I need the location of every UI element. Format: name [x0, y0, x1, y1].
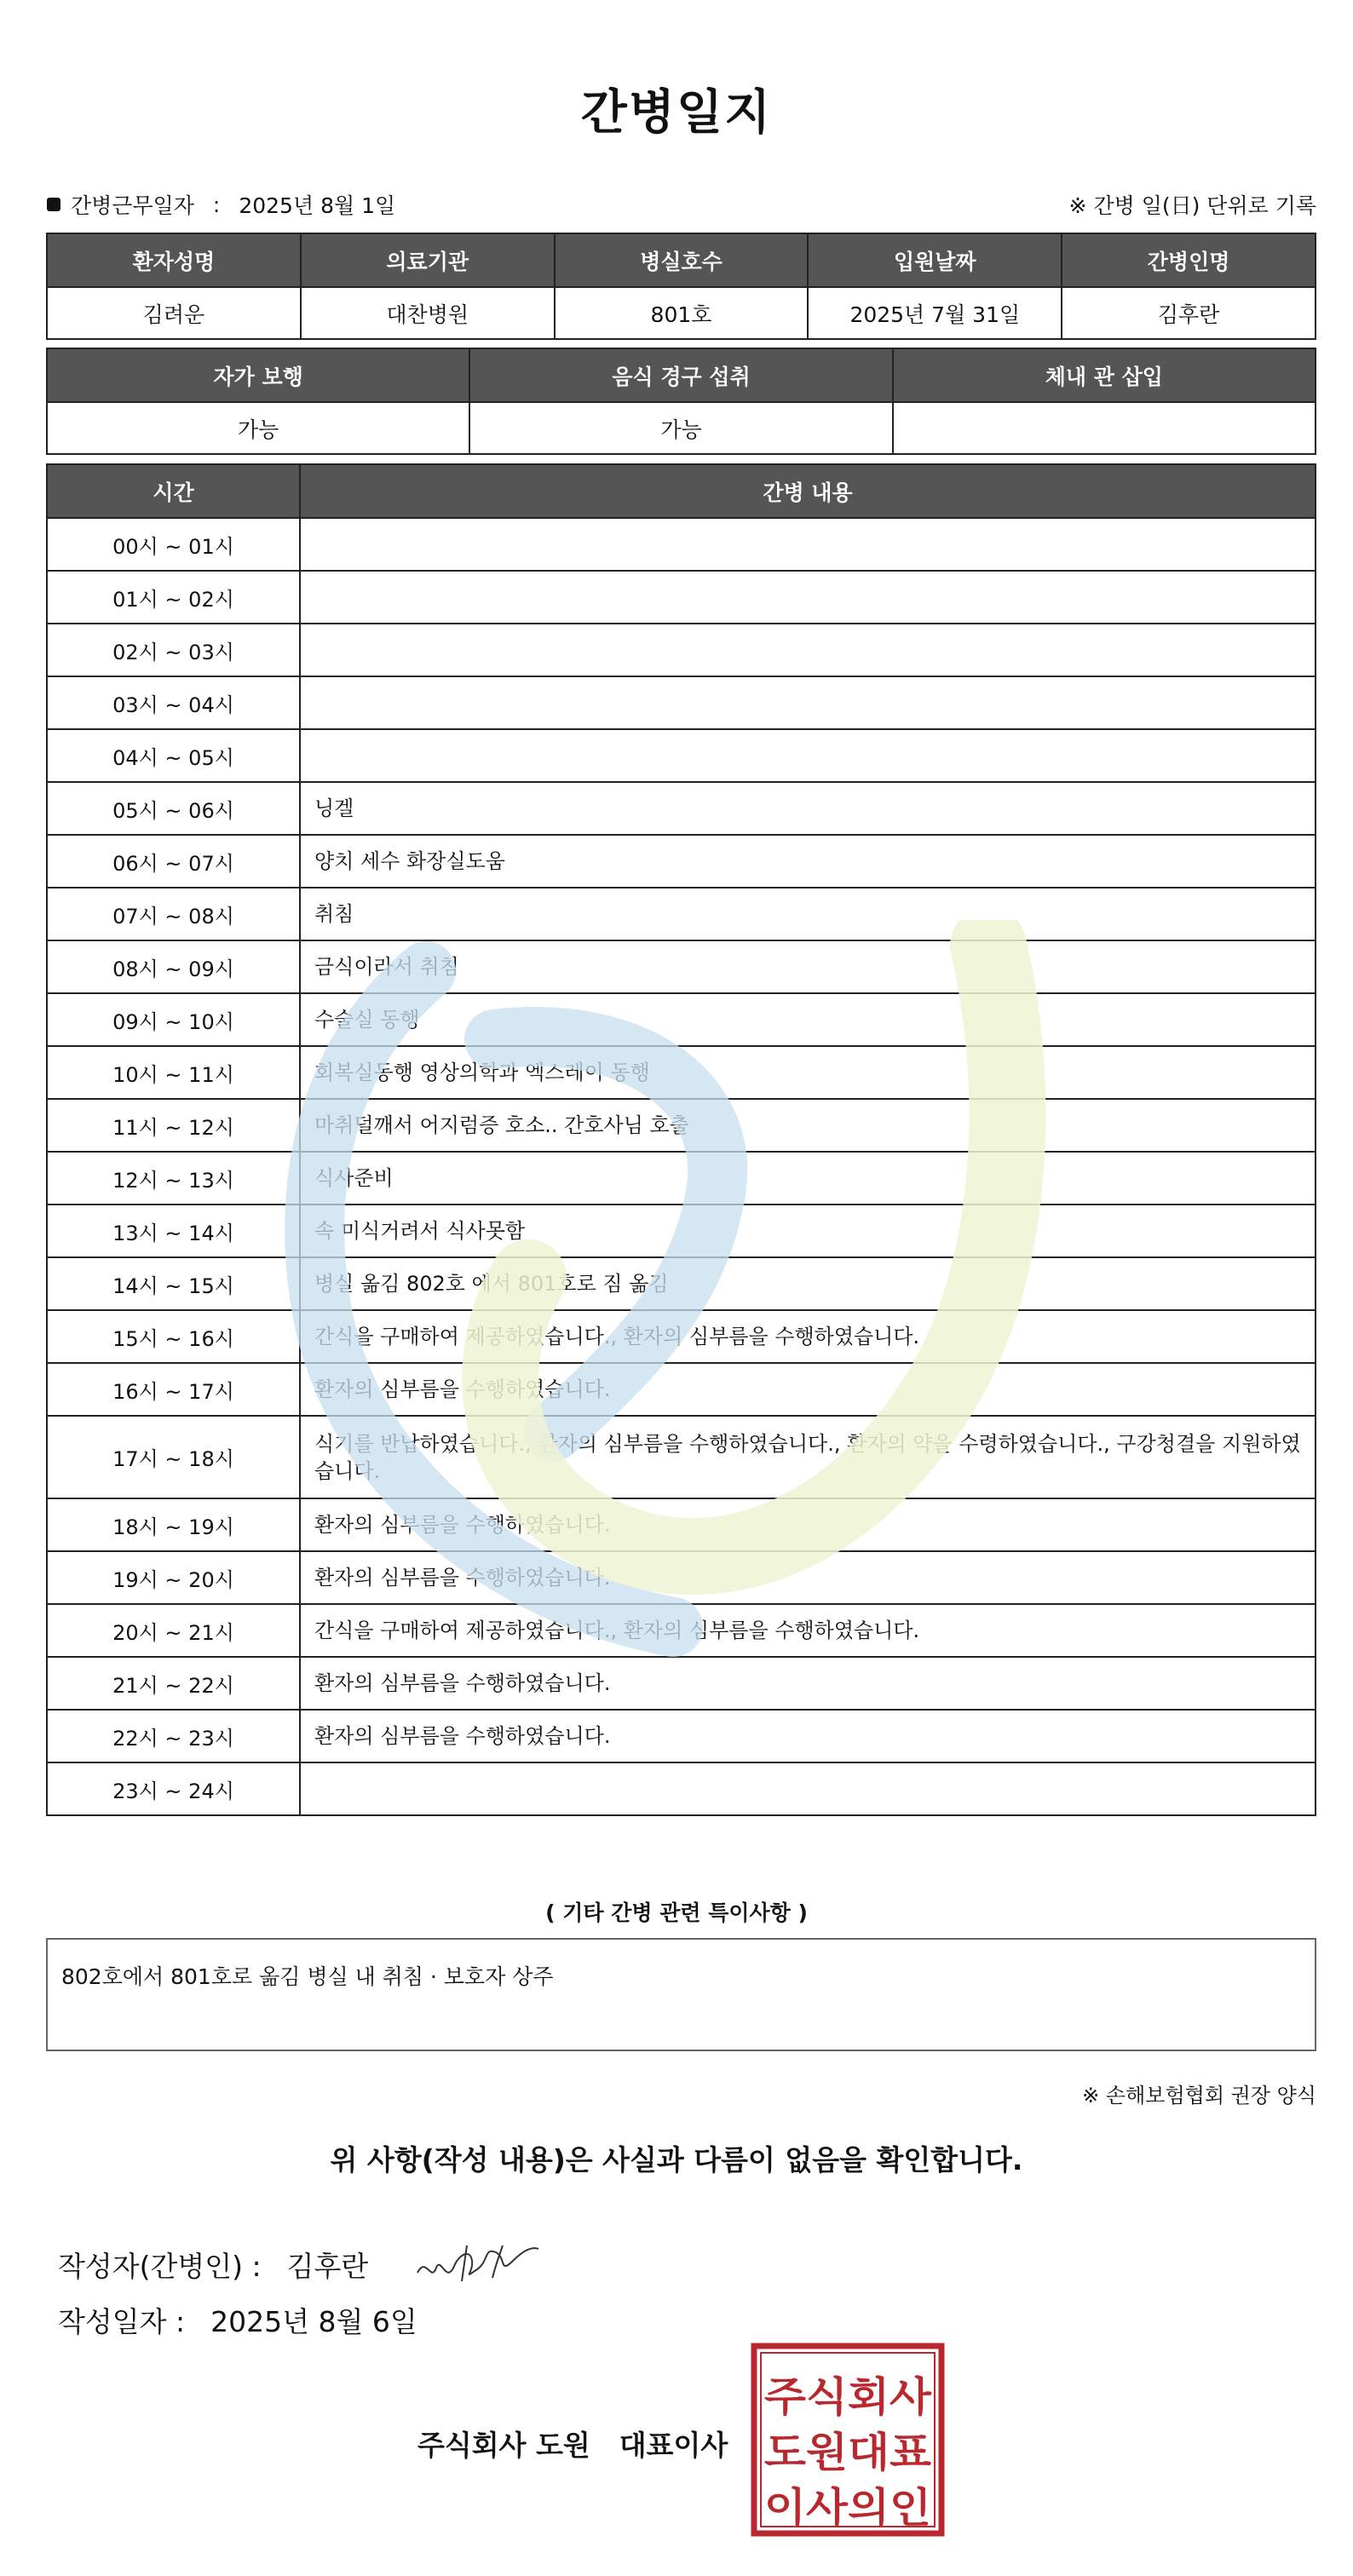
patient-ability-table: [46, 348, 1316, 455]
header-caregiver: 간병인명: [1062, 233, 1316, 287]
care-log-row: [47, 1310, 1316, 1363]
seal-line-1: 주식회사: [764, 2373, 932, 2421]
log-time-cell: 13시 ~ 14시: [47, 1205, 300, 1257]
header-hospital: 의료기관: [301, 233, 555, 287]
log-time-cell: 07시 ~ 08시: [47, 888, 300, 940]
care-log-row: [47, 1416, 1316, 1498]
log-content-cell: 수술실 동행: [300, 993, 1316, 1046]
log-content-cell: [300, 518, 1316, 571]
log-time-cell: 06시 ~ 07시: [47, 835, 300, 888]
care-log-row: [47, 1551, 1316, 1604]
care-log-row: [47, 1205, 1316, 1257]
company-row: [417, 2424, 728, 2464]
care-log-row: [47, 729, 1316, 782]
log-content-cell: [300, 571, 1316, 624]
log-time-cell: 21시 ~ 22시: [47, 1657, 300, 1710]
log-time-cell: 15시 ~ 16시: [47, 1310, 300, 1363]
company-seal-stamp: [751, 2343, 945, 2537]
care-log-row: [47, 1657, 1316, 1710]
care-log-row: [47, 1710, 1316, 1762]
hospital-name: 대찬병원: [301, 287, 555, 339]
work-date-colon: :: [212, 192, 221, 217]
log-time-cell: 12시 ~ 13시: [47, 1152, 300, 1205]
log-time-cell: 16시 ~ 17시: [47, 1363, 300, 1416]
confirmation-statement: 위 사항(작성 내용)은 사실과 다름이 없음을 확인합니다.: [330, 2143, 1023, 2176]
log-content-cell: 식기를 반납하였습니다., 환자의 심부름을 수행하였습니다., 환자의 약을 수령하였습니다., 구강청결을 지원하였습니다.: [300, 1416, 1316, 1498]
log-content-cell: 병실 옮김 802호 에서 801호로 짐 옮김: [300, 1257, 1316, 1310]
care-log-table: [46, 463, 1316, 1816]
care-log-row: [47, 1152, 1316, 1205]
care-log-row: [47, 1498, 1316, 1551]
patient-name: 김려운: [47, 287, 301, 339]
log-time-cell: 11시 ~ 12시: [47, 1099, 300, 1152]
log-time-cell: 23시 ~ 24시: [47, 1762, 300, 1815]
log-content-cell: 환자의 심부름을 수행하였습니다.: [300, 1657, 1316, 1710]
header-time: 시간: [47, 464, 300, 518]
care-log-row: [47, 888, 1316, 940]
log-content-cell: 환자의 심부름을 수행하였습니다.: [300, 1710, 1316, 1762]
company-title: 대표이사: [619, 2429, 728, 2462]
tube-insertion-value: [893, 402, 1316, 454]
notes-content: 802호에서 801호로 옮김 병실 내 취침 · 보호자 상주: [61, 1964, 554, 1989]
care-log-row: [47, 518, 1316, 571]
signature-icon: [411, 2230, 547, 2298]
seal-line-3: 이사의인: [764, 2484, 931, 2532]
log-content-cell: 금식이라서 취침: [300, 940, 1316, 993]
header-care-content: 간병 내용: [300, 464, 1316, 518]
header-tube-insertion: 체내 관 삽입: [893, 348, 1316, 402]
log-time-cell: 10시 ~ 11시: [47, 1046, 300, 1099]
page-title: 간병일지: [580, 85, 773, 141]
care-log-row: [47, 676, 1316, 729]
care-log-row: [47, 1257, 1316, 1310]
log-content-cell: 회복실동행 영상의학과 엑스레이 동행: [300, 1046, 1316, 1099]
log-content-cell: [300, 729, 1316, 782]
care-log-row: [47, 1604, 1316, 1657]
log-time-cell: 03시 ~ 04시: [47, 676, 300, 729]
log-content-cell: 닝겔: [300, 782, 1316, 835]
log-time-cell: 20시 ~ 21시: [47, 1604, 300, 1657]
log-time-cell: 22시 ~ 23시: [47, 1710, 300, 1762]
write-date-row: [58, 2300, 417, 2340]
care-log-row: [47, 624, 1316, 676]
header-self-walking: 자가 보행: [47, 348, 469, 402]
log-time-cell: 19시 ~ 20시: [47, 1551, 300, 1604]
care-log-row: [47, 993, 1316, 1046]
notes-box: [46, 1938, 1316, 2051]
oral-intake-value: 가능: [469, 402, 892, 454]
log-time-cell: 00시 ~ 01시: [47, 518, 300, 571]
care-log-row: [47, 835, 1316, 888]
log-time-cell: 09시 ~ 10시: [47, 993, 300, 1046]
care-log-row: [47, 1363, 1316, 1416]
caregiver-name: 김후란: [1062, 287, 1316, 339]
care-log-body: [47, 518, 1316, 1815]
writer-row: [58, 2230, 547, 2298]
recommend-note: ※ 손해보험협회 권장 양식: [1082, 2084, 1316, 2107]
write-date-value: 2025년 8월 6일: [210, 2305, 417, 2338]
log-time-cell: 04시 ~ 05시: [47, 729, 300, 782]
care-log-row: [47, 782, 1316, 835]
log-content-cell: 간식을 구매하여 제공하였습니다., 환자의 심부름을 수행하였습니다.: [300, 1604, 1316, 1657]
log-time-cell: 17시 ~ 18시: [47, 1416, 300, 1498]
care-log-row: [47, 1046, 1316, 1099]
log-time-cell: 01시 ~ 02시: [47, 571, 300, 624]
log-content-cell: [300, 1762, 1316, 1815]
work-date-label: 간병근무일자: [71, 193, 194, 218]
work-date-row: [47, 189, 1316, 220]
patient-info-table: [46, 233, 1316, 340]
care-log-row: [47, 940, 1316, 993]
company-name: 주식회사 도원: [417, 2429, 590, 2462]
log-content-cell: 마취덜깨서 어지럼증 호소.. 간호사님 호출: [300, 1099, 1316, 1152]
log-time-cell: 05시 ~ 06시: [47, 782, 300, 835]
log-content-cell: [300, 676, 1316, 729]
care-log-row: [47, 1099, 1316, 1152]
seal-line-2: 도원대표: [764, 2429, 932, 2476]
log-time-cell: 14시 ~ 15시: [47, 1257, 300, 1310]
log-content-cell: [300, 624, 1316, 676]
log-content-cell: 환자의 심부름을 수행하였습니다.: [300, 1551, 1316, 1604]
admission-date: 2025년 7월 31일: [808, 287, 1062, 339]
log-content-cell: 간식을 구매하여 제공하였습니다., 환자의 심부름을 수행하였습니다.: [300, 1310, 1316, 1363]
care-log-row: [47, 571, 1316, 624]
log-content-cell: 식사준비: [300, 1152, 1316, 1205]
log-time-cell: 08시 ~ 09시: [47, 940, 300, 993]
log-content-cell: 속 미식거려서 식사못함: [300, 1205, 1316, 1257]
writer-label: 작성자(간병인) :: [58, 2249, 262, 2283]
care-log-row: [47, 1762, 1316, 1815]
header-oral-intake: 음식 경구 섭취: [469, 348, 892, 402]
header-room: 병실호수: [555, 233, 809, 287]
write-date-label: 작성일자 :: [58, 2305, 186, 2338]
header-admission-date: 입원날짜: [808, 233, 1062, 287]
log-content-cell: 취침: [300, 888, 1316, 940]
bullet-square-icon: [47, 198, 60, 211]
work-date-value: 2025년 8월 1일: [239, 193, 396, 218]
log-time-cell: 02시 ~ 03시: [47, 624, 300, 676]
log-time-cell: 18시 ~ 19시: [47, 1498, 300, 1551]
self-walking-value: 가능: [47, 402, 469, 454]
room-number: 801호: [555, 287, 809, 339]
record-unit-note: ※ 간병 일(日) 단위로 기록: [1068, 193, 1316, 218]
log-content-cell: 환자의 심부름을 수행하였습니다.: [300, 1363, 1316, 1416]
log-content-cell: 양치 세수 화장실도움: [300, 835, 1316, 888]
notes-title: ( 기타 간병 관련 특이사항 ): [545, 1900, 808, 1925]
header-patient-name: 환자성명: [47, 233, 301, 287]
writer-name: 김후란: [286, 2249, 369, 2283]
log-content-cell: 환자의 심부름을 수행하였습니다.: [300, 1498, 1316, 1551]
